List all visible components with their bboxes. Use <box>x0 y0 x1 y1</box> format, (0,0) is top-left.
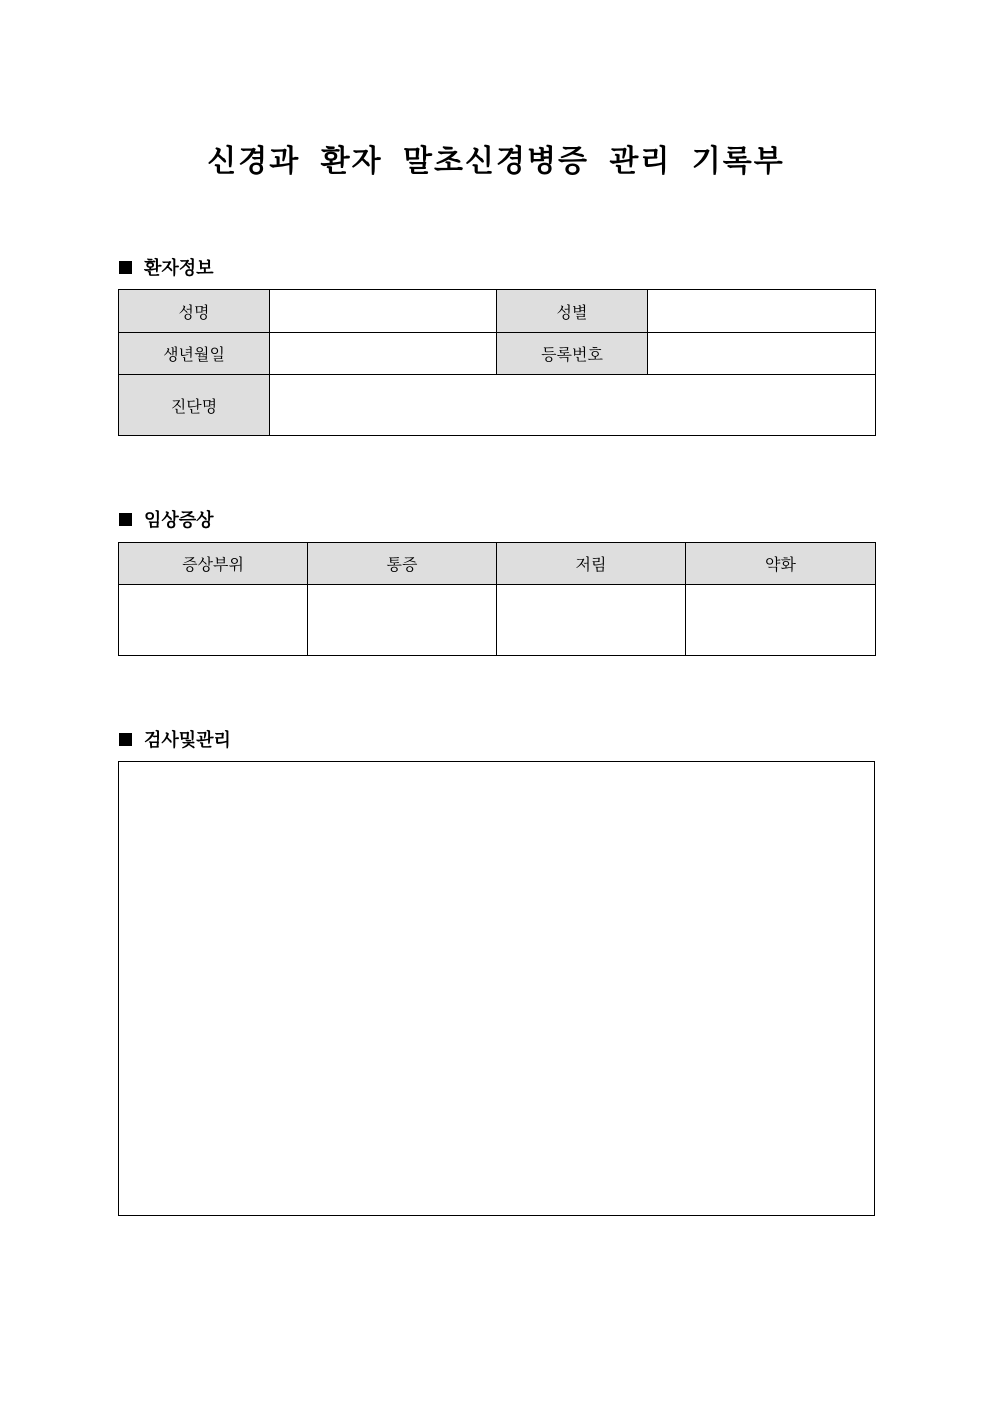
sex-label: 성별 <box>497 290 648 333</box>
weakness-header: 약화 <box>686 543 876 585</box>
diagnosis-label: 진단명 <box>119 375 270 436</box>
registration-number-label: 등록번호 <box>497 333 648 375</box>
dob-field[interactable] <box>270 333 497 375</box>
numbness-field[interactable] <box>497 585 686 656</box>
square-bullet-icon <box>119 733 132 746</box>
registration-number-field[interactable] <box>648 333 876 375</box>
weakness-field[interactable] <box>686 585 876 656</box>
square-bullet-icon <box>119 261 132 274</box>
patient-info-heading <box>119 254 214 280</box>
management-notes-field[interactable] <box>118 761 875 1216</box>
symptoms-heading-label: 임상증상 <box>144 510 214 531</box>
name-field[interactable] <box>270 290 497 333</box>
symptoms-heading <box>119 506 214 532</box>
patient-info-table <box>118 289 876 436</box>
square-bullet-icon <box>119 513 132 526</box>
management-heading <box>119 726 231 752</box>
name-label: 성명 <box>119 290 270 333</box>
symptom-site-header: 증상부위 <box>119 543 308 585</box>
symptom-site-field[interactable] <box>119 585 308 656</box>
management-heading-label: 검사및관리 <box>144 730 231 751</box>
sex-field[interactable] <box>648 290 876 333</box>
symptoms-table <box>118 542 876 656</box>
page-title: 신경과 환자 말초신경병증 관리 기록부 <box>207 144 785 179</box>
numbness-header: 저림 <box>497 543 686 585</box>
pain-header: 통증 <box>308 543 497 585</box>
dob-label: 생년월일 <box>119 333 270 375</box>
pain-field[interactable] <box>308 585 497 656</box>
diagnosis-field[interactable] <box>270 375 876 436</box>
patient-info-heading-label: 환자정보 <box>144 258 214 279</box>
